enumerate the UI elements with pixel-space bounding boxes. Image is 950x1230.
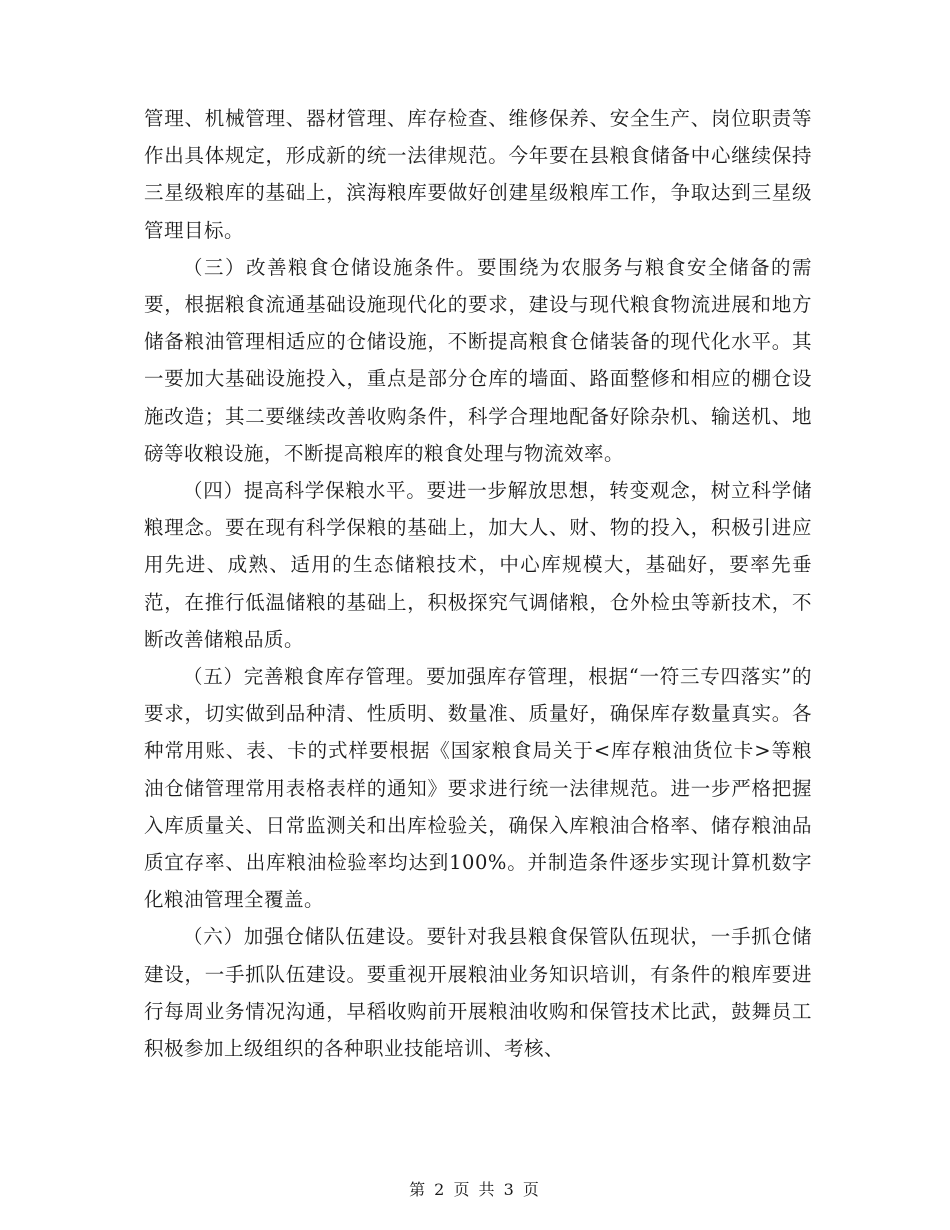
paragraph-section-4: （四）提高科学保粮水平。要进一步解放思想，转变观念，树立科学储粮理念。要在现有科学保粮的基础上，加大人、财、物的投入，积极引进应用先进、成熟、适用的生态储粮技术，中心库规模大，基础好，要率先垂范，在推行低温储粮的基础上，积极探究气调储粮，仓外检虫等新技术，不断改善储粮品质。 [144, 479, 812, 651]
paragraph-section-5: （五）完善粮食库存管理。要加强库存管理，根据“一符三专四落实”的要求，切实做到品种清、性质明、数量准、质量好，确保库存数量真实。各种常用账、表、卡的式样要根据《国家粮食局关于<库存粮油货位卡>等粮油仓储管理常用表格表样的通知》要求进行统一法律规范。进一步严格把握入库质量关、日常监测关和出库检验关，确保入库粮油合格率、储存粮油品质宜存率、出库粮油检验率均达到100%。并制造条件逐步实现计算机数字化粮油管理全覆盖。 [144, 665, 812, 912]
paragraph-continuation: 管理、机械管理、器材管理、库存检查、维修保养、安全生产、岗位职责等作出具体规定，形成新的统一法律规范。今年要在县粮食储备中心继续保持三星级粮库的基础上，滨海粮库要做好创建星级粮库工作，争取达到三星级管理目标。 [144, 107, 812, 242]
paragraph-section-3: （三）改善粮食仓储设施条件。要围绕为农服务与粮食安全储备的需要，根据粮食流通基础设施现代化的要求，建设与现代粮食物流进展和地方储备粮油管理相适应的仓储设施，不断提高粮食仓储装备的现代化水平。其一要加大基础设施投入，重点是部分仓库的墙面、路面整修和相应的棚仓设施改造；其二要继续改善收购条件，科学合理地配备好除杂机、输送机、地磅等收粮设施，不断提高粮库的粮食处理与物流效率。 [144, 255, 812, 465]
page-number-footer: 第 2 页 共 3 页 [409, 1180, 541, 1199]
document-body [144, 100, 812, 1067]
paragraph-section-6: （六）加强仓储队伍建设。要针对我县粮食保管队伍现状，一手抓仓储建设，一手抓队伍建设。要重视开展粮油业务知识培训，有条件的粮库要进行每周业务情况沟通，早稻收购前开展粮油收购和保管技术比武，鼓舞员工积极参加上级组织的各种职业技能培训、考核、 [144, 925, 812, 1061]
